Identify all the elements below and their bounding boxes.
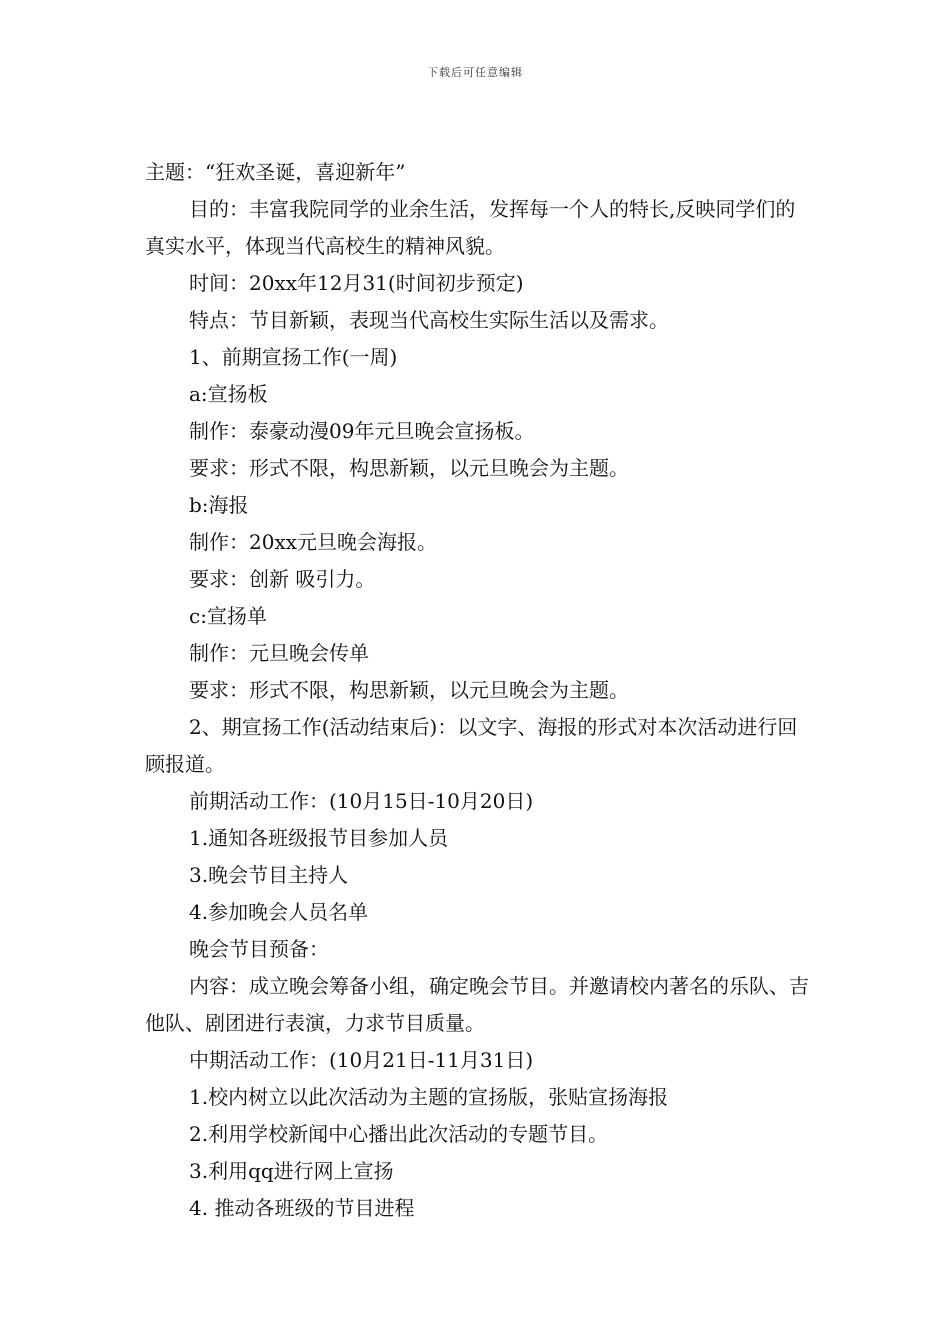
paragraph-section-2: 2、期宣扬工作(活动结束后)：以文字、海报的形式对本次活动进行回顾报道。 — [145, 715, 798, 776]
paragraph-item-c-require: 要求：形式不限，构思新颖，以元旦晚会为主题。 — [189, 678, 629, 702]
paragraph-early-item-3: 3.晚会节目主持人 — [189, 863, 349, 887]
paragraph-program-prep: 晚会节目预备： — [189, 937, 329, 961]
paragraph-item-a-require: 要求：形式不限，构思新颖，以元旦晚会为主题。 — [189, 456, 629, 480]
paragraph-item-c-make: 制作：元旦晚会传单 — [189, 641, 369, 665]
paragraph-mid-work: 中期活动工作：(10月21日-11月31日) — [189, 1048, 534, 1072]
paragraph-features: 特点：节目新颖，表现当代高校生实际生活以及需求。 — [189, 308, 669, 332]
document-body — [145, 154, 810, 1227]
paragraph-item-b-require: 要求：创新 吸引力。 — [189, 567, 376, 591]
paragraph-content: 内容：成立晚会筹备小组，确定晚会节目。并邀请校内著名的乐队、吉他队、剧团进行表演，力求节目质量。 — [145, 974, 809, 1035]
paragraph-item-a-make: 制作：泰豪动漫09年元旦晚会宣扬板。 — [189, 419, 535, 443]
paragraph-item-a: a:宣扬板 — [189, 382, 268, 406]
paragraph-mid-item-4: 4. 推动各班级的节目进程 — [189, 1196, 415, 1220]
paragraph-item-b-make: 制作：20xx元旦晚会海报。 — [189, 530, 438, 554]
paragraph-early-item-1: 1.通知各班级报节目参加人员 — [189, 826, 449, 850]
paragraph-theme: 主题：“狂欢圣诞，喜迎新年” — [145, 160, 406, 184]
paragraph-item-c: c:宣扬单 — [189, 604, 267, 628]
paragraph-mid-item-2: 2.利用学校新闻中心播出此次活动的专题节目。 — [189, 1122, 609, 1146]
page-header: 下载后可任意编辑 — [427, 66, 523, 79]
paragraph-early-work: 前期活动工作：(10月15日-10月20日) — [189, 789, 534, 813]
paragraph-time: 时间：20xx年12月31(时间初步预定) — [189, 271, 524, 295]
paragraph-early-item-4: 4.参加晚会人员名单 — [189, 900, 369, 924]
paragraph-section-1: 1、前期宣扬工作(一周) — [189, 345, 398, 369]
paragraph-purpose: 目的：丰富我院同学的业余生活，发挥每一个人的特长,反映同学们的真实水平，体现当代高校生的精神风貌。 — [145, 197, 796, 258]
paragraph-mid-item-3: 3.利用qq进行网上宣扬 — [189, 1159, 394, 1183]
paragraph-item-b: b:海报 — [189, 493, 249, 517]
paragraph-mid-item-1: 1.校内树立以此次活动为主题的宣扬版，张贴宣扬海报 — [189, 1085, 669, 1109]
